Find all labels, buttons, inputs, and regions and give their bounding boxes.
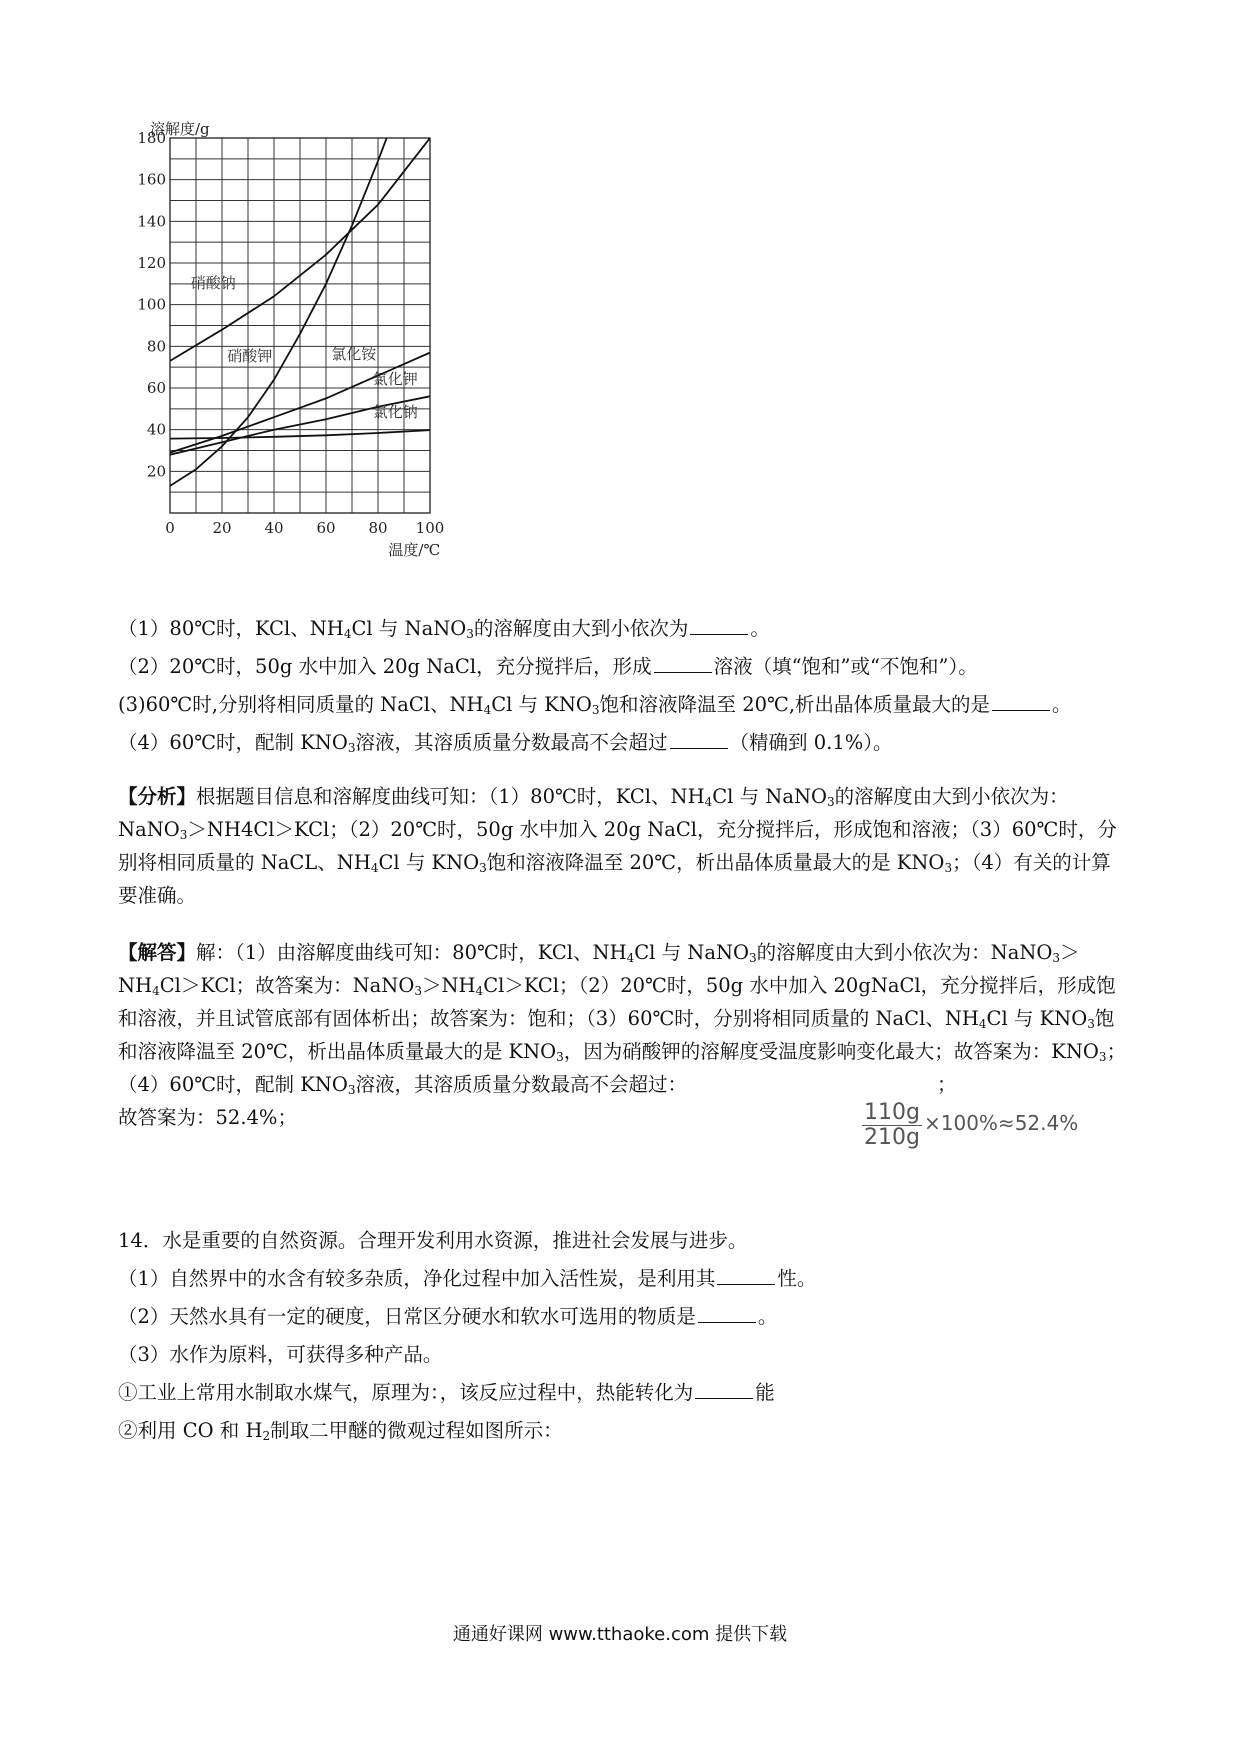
question-3: (3)60℃时,分别将相同质量的 NaCl、$NH_4Cl$ 与 $KNO_3$饱和溶液降温至 20℃,析出晶体质量最大的是 。 (118, 693, 1072, 717)
answer-blank[interactable] (992, 692, 1050, 711)
x-tick-label: 100 (415, 519, 445, 537)
answer-blank[interactable] (698, 1304, 756, 1323)
y-tick-label: 140 (137, 212, 166, 231)
fraction-result: ×100%≈52.4% (924, 1111, 1079, 1135)
question-14-part-1: （1）自然界中的水含有较多杂质，净化过程中加入活性炭，是利用其 性。 (118, 1267, 817, 1290)
x-tick-label: 40 (264, 519, 284, 537)
y-tick-label: 100 (137, 295, 166, 314)
y-tick-label: 20 (146, 462, 166, 481)
y-tick-label: 40 (146, 420, 166, 439)
analysis-label: 【分析】 (118, 785, 197, 808)
answer-blank[interactable] (717, 1266, 775, 1285)
y-tick-label: 180 (137, 129, 166, 147)
solubility-chart-svg (130, 118, 510, 608)
fraction-formula (862, 1100, 1079, 1150)
x-axis-label: 温度/℃ (388, 541, 441, 559)
x-tick-label: 60 (316, 519, 336, 537)
question-14-title: 14．水是重要的自然资源。合理开发利用水资源，推进社会发展与进步。 (118, 1229, 748, 1252)
question-14-part-3-2: ②利用 CO 和 $H_2$制取二甲醚的微观过程如图所示： (118, 1419, 563, 1443)
question-14-part-2: （2）天然水具有一定的硬度，日常区分硬水和软水可选用的物质是 。 (118, 1305, 778, 1328)
y-tick-label: 120 (137, 254, 166, 272)
question-14-part-3-1: ①工业上常用水制取水煤气，原理为：，该反应过程中，热能转化为 能 (118, 1381, 775, 1404)
y-tick-label: 60 (146, 379, 166, 397)
fraction-denominator: 210g (864, 1125, 920, 1150)
x-tick-label: 80 (368, 519, 388, 537)
series-label: 硝酸钾 (227, 346, 273, 365)
analysis-section: 【分析】根据题目信息和溶解度曲线可知：（1）80℃时，KCl、$NH_4Cl$ 与 NaNO$_3$的溶解度由大到小依次为：NaNO$_3$＞NH4Cl＞KCl；（2）20℃时，50g 水中加入 20g NaCl，充分搅拌后，形成饱和溶液；（3）60℃时，分别将相同质量的 NaCL、$NH_4Cl$ 与 $KNO_3$饱和溶液降温至 20℃，析出晶体质量最大的是 $KNO_3$；（4）有关的计算要准确。 (118, 785, 1117, 907)
series-label: 氯化钠 (372, 403, 418, 422)
question-14-part-3: （3）水作为原料，可获得多种产品。 (118, 1343, 443, 1366)
answer-blank[interactable] (654, 654, 712, 673)
question-4: （4）60℃时，配制 $KNO_3$溶液，其溶质质量分数最高不会超过 （精确到 0.1%）。 (118, 731, 893, 755)
series-label: 硝酸钠 (190, 274, 236, 292)
x-tick-label: 0 (165, 519, 175, 537)
series-label: 氯化铵 (331, 344, 377, 363)
page-footer: 通通好课网 www.tthaoke.com 提供下载 (452, 1624, 788, 1645)
y-tick-label: 80 (146, 337, 166, 356)
series-label: 氯化钾 (372, 369, 418, 388)
answer-blank[interactable] (690, 616, 748, 635)
answer-section: 【解答】解：（1）由溶解度曲线可知：80℃时，KCl、$NH_4Cl$ 与 NaNO$_3$的溶解度由大到小依次为：$NaNO_3>NH_4Cl>KCl$；故答案为：$NaNO_3>NH_4Cl>KCl$；（2）20℃时，50g 水中加入 20gNaCl，充分搅拌后，形成饱和溶液，并且试管底部有固体析出；故答案为：饱和；（3）60℃时，分别将相同质量的 NaCl、$NH_4Cl$ 与 $KNO_3$饱和溶液降温至 20℃，析出晶体质量最大的是 $KNO_3$，因为硝酸钾的溶解度受温度影响变化最大；故答案为：$KNO_3$；（4）60℃时，配制 $KNO_3$溶液，其溶质质量分数最高不会超过： ； 故答案为：52.4%； (118, 936, 1128, 1134)
question-2: （2）20℃时，50g 水中加入 20g NaCl，充分搅拌后，形成 溶液（填“饱和”或“不饱和”）。 (118, 655, 978, 678)
fraction-numerator: 110g (864, 1100, 920, 1125)
solubility-chart (130, 118, 510, 608)
answer-label: 【解答】 (118, 941, 197, 964)
y-axis-label: 溶解度/g (150, 120, 210, 138)
y-tick-label: 160 (137, 170, 166, 189)
answer-blank[interactable] (695, 1380, 753, 1399)
answer-blank[interactable] (670, 730, 728, 749)
question-1: （1）80℃时，KCl、$NH_4Cl$ 与 NaNO$_3$的溶解度由大到小依次为 。 (118, 617, 770, 641)
final-answer: 故答案为：52.4%； (118, 1106, 297, 1129)
x-tick-label: 20 (212, 519, 232, 537)
